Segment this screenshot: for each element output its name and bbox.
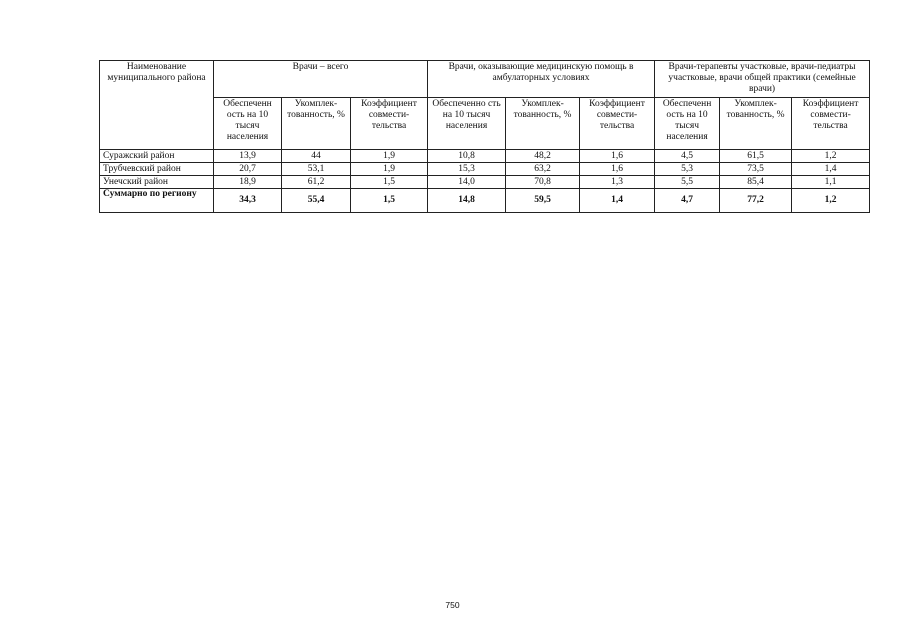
- table-cell: 15,3: [428, 163, 506, 176]
- total-cell: 59,5: [506, 189, 580, 213]
- table-cell: 1,9: [351, 150, 428, 163]
- sub-header: Укомплек-тованность, %: [506, 98, 580, 150]
- table-cell: 1,4: [792, 163, 870, 176]
- medical-staff-table: [99, 60, 870, 213]
- sub-header: Обеспеченн ость на 10 тысяч населения: [655, 98, 720, 150]
- table-cell: 5,5: [655, 176, 720, 189]
- sub-header: Укомплек-тованность, %: [720, 98, 792, 150]
- table-cell: 1,3: [580, 176, 655, 189]
- table-cell: 10,8: [428, 150, 506, 163]
- table-cell: 5,3: [655, 163, 720, 176]
- table-cell: 48,2: [506, 150, 580, 163]
- table-cell: 1,1: [792, 176, 870, 189]
- group-header-outpatient-doctors: Врачи, оказывающие медицинскую помощь в амбулаторных условиях: [428, 61, 655, 98]
- total-cell: 14,8: [428, 189, 506, 213]
- sub-header: Коэффициент совмести-тельства: [351, 98, 428, 150]
- table-cell: 53,1: [282, 163, 351, 176]
- total-cell: 77,2: [720, 189, 792, 213]
- sub-header: Укомплек-тованность, %: [282, 98, 351, 150]
- table-cell: 18,9: [214, 176, 282, 189]
- table-cell: 1,2: [792, 150, 870, 163]
- sub-header: Коэффициент совмести-тельства: [580, 98, 655, 150]
- total-cell: 55,4: [282, 189, 351, 213]
- table-cell: 1,6: [580, 150, 655, 163]
- table-row: [100, 176, 870, 189]
- page-number: 750: [445, 600, 460, 610]
- total-label: Суммарно по региону: [100, 189, 214, 213]
- table-cell: 70,8: [506, 176, 580, 189]
- district-name: Суражский район: [100, 150, 214, 163]
- district-name: Трубчевский район: [100, 163, 214, 176]
- district-name-header: Наименование муниципального района: [100, 61, 214, 150]
- table-cell: 1,6: [580, 163, 655, 176]
- total-row: [100, 189, 870, 213]
- table-cell: 20,7: [214, 163, 282, 176]
- table-row: [100, 150, 870, 163]
- table-cell: 61,2: [282, 176, 351, 189]
- table-row: [100, 163, 870, 176]
- table-cell: 63,2: [506, 163, 580, 176]
- total-cell: 1,2: [792, 189, 870, 213]
- table-cell: 1,5: [351, 176, 428, 189]
- table-cell: 44: [282, 150, 351, 163]
- total-cell: 1,5: [351, 189, 428, 213]
- sub-header: Обеспеченн ость на 10 тысяч населения: [214, 98, 282, 150]
- district-name: Унечский район: [100, 176, 214, 189]
- sub-header: Обеспеченно сть на 10 тысяч населения: [428, 98, 506, 150]
- table-cell: 85,4: [720, 176, 792, 189]
- table-cell: 13,9: [214, 150, 282, 163]
- table-cell: 73,5: [720, 163, 792, 176]
- sub-header-row: [100, 98, 870, 150]
- table-cell: 1,9: [351, 163, 428, 176]
- group-header-row: [100, 61, 870, 98]
- total-cell: 34,3: [214, 189, 282, 213]
- table-cell: 61,5: [720, 150, 792, 163]
- table-cell: 4,5: [655, 150, 720, 163]
- sub-header: Коэффициент совмести-тельства: [792, 98, 870, 150]
- group-header-district-doctors: Врачи-терапевты участковые, врачи-педиатры участковые, врачи общей практики (семейные врачи): [655, 61, 870, 98]
- total-cell: 1,4: [580, 189, 655, 213]
- total-cell: 4,7: [655, 189, 720, 213]
- table-cell: 14,0: [428, 176, 506, 189]
- group-header-all-doctors: Врачи – всего: [214, 61, 428, 98]
